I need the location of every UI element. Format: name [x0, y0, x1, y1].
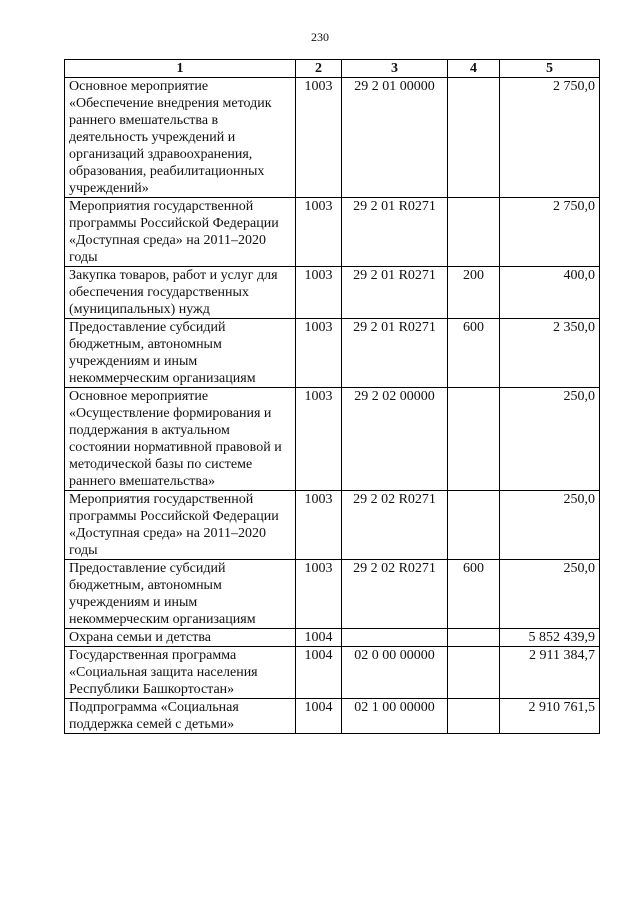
table-row	[65, 629, 600, 647]
row-name: Подпрограмма «Социальная поддержка семей с детьми»	[65, 699, 296, 734]
row-section: 1003	[296, 267, 342, 319]
row-name: Основное мероприятие «Обеспечение внедрения методик раннего вмешательства в деятельность учреждений и организаций здравоохранения, образования, реабилитационных учреждений»	[65, 78, 296, 198]
row-target	[342, 629, 448, 647]
header-col-3: 3	[342, 60, 448, 78]
table-header	[65, 60, 600, 78]
row-name: Закупка товаров, работ и услуг для обеспечения государственных (муниципальных) нужд	[65, 267, 296, 319]
table-body	[65, 78, 600, 734]
row-target: 02 1 00 00000	[342, 699, 448, 734]
table-row	[65, 198, 600, 267]
header-col-5: 5	[500, 60, 600, 78]
row-section: 1003	[296, 78, 342, 198]
table-row	[65, 560, 600, 629]
row-amount: 2 750,0	[500, 78, 600, 198]
page-number: 230	[311, 30, 329, 44]
row-amount: 250,0	[500, 388, 600, 491]
row-amount: 400,0	[500, 267, 600, 319]
row-amount: 2 910 761,5	[500, 699, 600, 734]
row-type: 600	[448, 319, 500, 388]
row-section: 1004	[296, 699, 342, 734]
row-amount: 5 852 439,9	[500, 629, 600, 647]
table-row	[65, 388, 600, 491]
row-amount: 2 350,0	[500, 319, 600, 388]
row-name: Мероприятия государственной программы Российской Федерации «Доступная среда» на 2011–2020 годы	[65, 198, 296, 267]
row-amount: 2 911 384,7	[500, 647, 600, 699]
table-row	[65, 78, 600, 198]
row-section: 1003	[296, 491, 342, 560]
row-type	[448, 78, 500, 198]
header-col-1: 1	[65, 60, 296, 78]
table-row	[65, 267, 600, 319]
row-target: 29 2 01 00000	[342, 78, 448, 198]
row-amount: 250,0	[500, 560, 600, 629]
row-name: Предоставление субсидий бюджетным, автономным учреждениям и иным некоммерческим организациям	[65, 319, 296, 388]
header-row	[65, 60, 600, 78]
row-amount: 2 750,0	[500, 198, 600, 267]
row-type	[448, 699, 500, 734]
row-target: 29 2 01 R0271	[342, 267, 448, 319]
row-target: 29 2 02 00000	[342, 388, 448, 491]
row-target: 02 0 00 00000	[342, 647, 448, 699]
row-type	[448, 388, 500, 491]
row-type	[448, 491, 500, 560]
row-section: 1003	[296, 319, 342, 388]
row-section: 1004	[296, 647, 342, 699]
row-name: Государственная программа «Социальная защита населения Республики Башкортостан»	[65, 647, 296, 699]
header-col-2: 2	[296, 60, 342, 78]
table-row	[65, 319, 600, 388]
row-target: 29 2 01 R0271	[342, 198, 448, 267]
row-name: Предоставление субсидий бюджетным, автономным учреждениям и иным некоммерческим организациям	[65, 560, 296, 629]
header-col-4: 4	[448, 60, 500, 78]
row-name: Мероприятия государственной программы Российской Федерации «Доступная среда» на 2011–2020 годы	[65, 491, 296, 560]
row-name: Охрана семьи и детства	[65, 629, 296, 647]
row-section: 1004	[296, 629, 342, 647]
table-row	[65, 699, 600, 734]
row-section: 1003	[296, 560, 342, 629]
row-target: 29 2 01 R0271	[342, 319, 448, 388]
table-row	[65, 491, 600, 560]
row-name: Основное мероприятие «Осуществление формирования и поддержания в актуальном состоянии нормативной правовой и методической базы по системе раннего вмешательства»	[65, 388, 296, 491]
row-type: 600	[448, 560, 500, 629]
row-target: 29 2 02 R0271	[342, 491, 448, 560]
row-section: 1003	[296, 388, 342, 491]
budget-table	[64, 59, 600, 734]
row-type	[448, 629, 500, 647]
row-target: 29 2 02 R0271	[342, 560, 448, 629]
row-type	[448, 647, 500, 699]
row-type	[448, 198, 500, 267]
row-section: 1003	[296, 198, 342, 267]
row-amount: 250,0	[500, 491, 600, 560]
row-type: 200	[448, 267, 500, 319]
table-row	[65, 647, 600, 699]
